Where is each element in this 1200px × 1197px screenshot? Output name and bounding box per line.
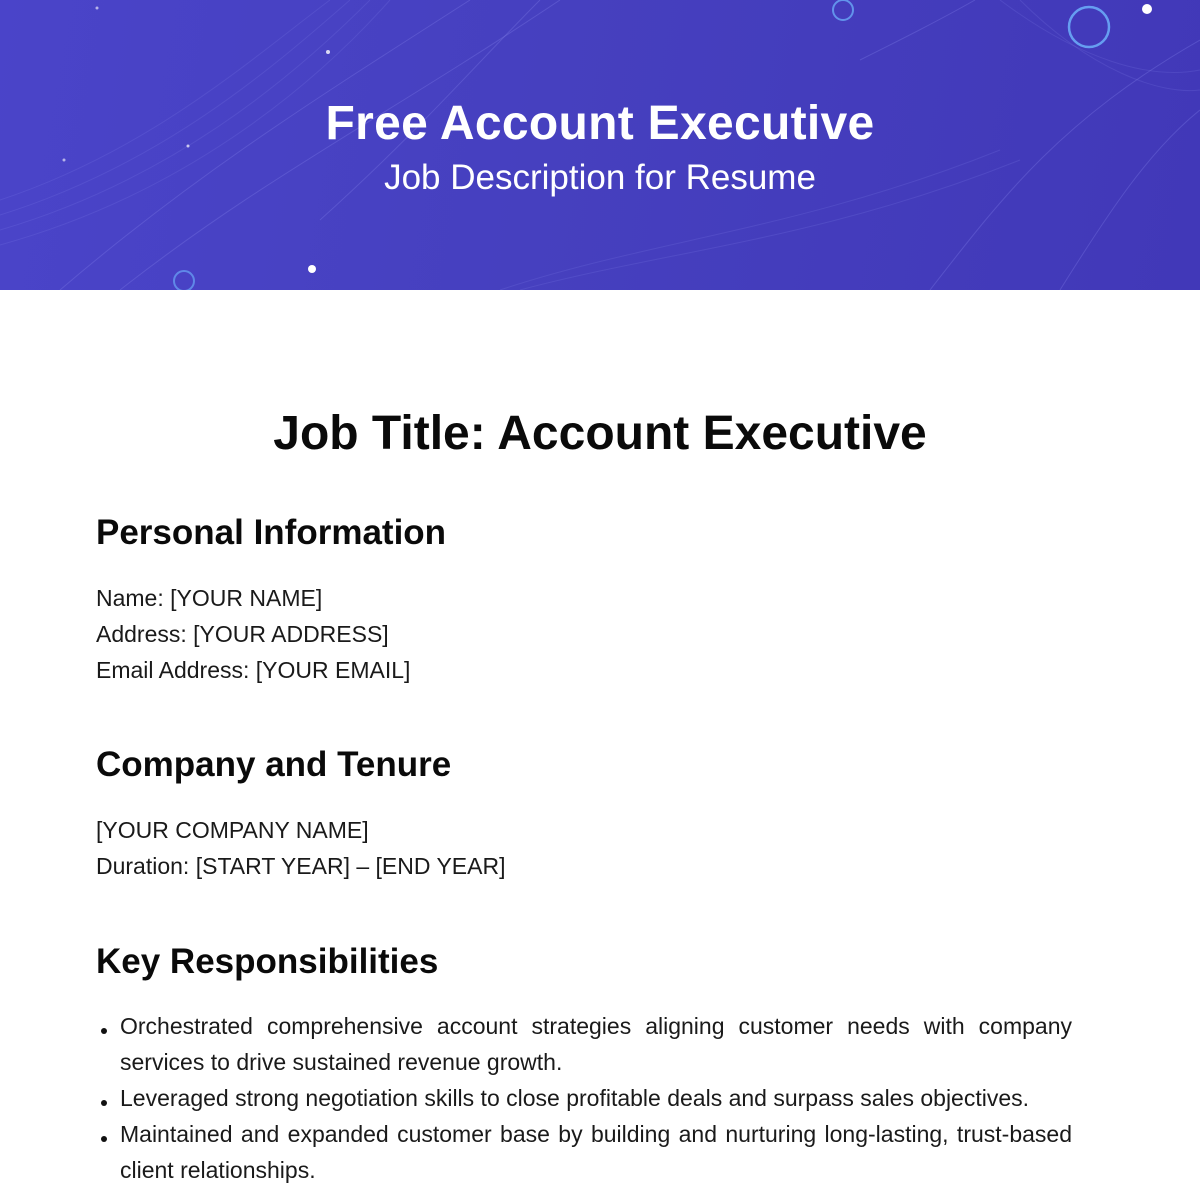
name-line: Name: [YOUR NAME] — [96, 585, 323, 611]
list-item-text: Leveraged strong negotiation skills to close profitable deals and surpass sales objectives. — [120, 1085, 1030, 1111]
job-title: Job Title: Account Executive — [273, 407, 927, 460]
duration-line: Duration: [START YEAR] – [END YEAR] — [96, 853, 506, 879]
address-line: Address: [YOUR ADDRESS] — [96, 621, 389, 647]
bullet-icon — [101, 1100, 107, 1106]
key-responsibilities-heading: Key Responsibilities — [96, 942, 439, 981]
list-item-text: Maintained and expanded customer base by building and nurturing long-lasting, trust-based client relationships. — [120, 1121, 1072, 1183]
list-item — [96, 1008, 1072, 1080]
company-and-tenure-heading: Company and Tenure — [96, 745, 452, 784]
email-line: Email Address: [YOUR EMAIL] — [96, 657, 411, 683]
bullet-icon — [101, 1136, 107, 1142]
banner-title: Free Account Executive — [325, 97, 875, 150]
responsibilities-list — [96, 1008, 1072, 1188]
personal-information-lines — [96, 580, 410, 688]
company-and-tenure-lines — [96, 812, 505, 884]
header-banner — [0, 0, 1200, 290]
company-name-line: [YOUR COMPANY NAME] — [96, 817, 369, 843]
list-item-text: Orchestrated comprehensive account strategies aligning customer needs with company services to drive sustained revenue growth. — [120, 1013, 1072, 1075]
bullet-icon — [101, 1028, 107, 1034]
list-item — [96, 1080, 1072, 1116]
personal-information-heading: Personal Information — [96, 513, 447, 552]
list-item — [96, 1116, 1072, 1188]
banner-subtitle: Job Description for Resume — [384, 158, 816, 197]
